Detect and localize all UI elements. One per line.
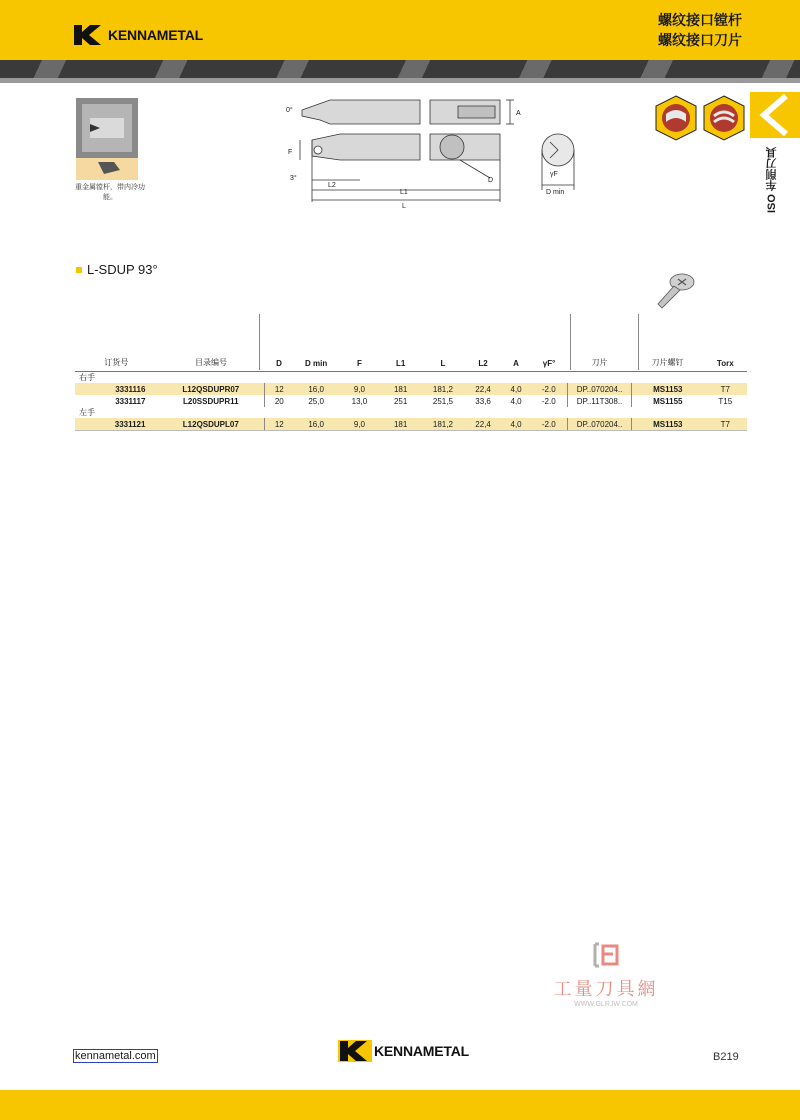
kennametal-k-icon — [338, 1040, 372, 1062]
watermark-text: 工量刀具網 — [553, 979, 659, 1000]
cell-d-min: 16,0 — [293, 383, 338, 395]
col-torx: Torx — [704, 314, 747, 372]
cell-f: 13,0 — [351, 396, 368, 406]
title-line-2: 螺纹接口刀片 — [658, 32, 742, 48]
cell-torx: T15 — [718, 396, 733, 406]
cell-catalog-no: L12QSDUPL07 — [157, 418, 264, 431]
col-gamma-f: γF° — [530, 314, 567, 372]
kennametal-k-icon — [72, 24, 106, 46]
cell-l: 251,5 — [432, 396, 453, 406]
page-header — [0, 0, 800, 60]
col-d: D — [265, 314, 294, 372]
spec-table — [75, 314, 747, 431]
cell-d: 20 — [265, 395, 294, 407]
dim-d-min: D min — [546, 189, 565, 196]
dim-angle-0: 0° — [286, 107, 293, 114]
kennametal-logo — [72, 24, 203, 46]
yellow-square-icon — [76, 267, 82, 273]
title-line-1: 螺纹接口镗杆 — [658, 12, 742, 28]
dim-l: L — [402, 203, 406, 210]
cell-d-min: 25,0 — [308, 396, 324, 406]
cell-l1: 251 — [393, 396, 408, 406]
col-a: A — [502, 314, 531, 372]
cell-insert-screw: MS1153 — [631, 383, 703, 395]
screw-icon — [650, 270, 696, 310]
group-label-left-hand: 左手 — [79, 408, 95, 417]
cell-f: 9,0 — [339, 418, 380, 431]
watermark — [536, 940, 676, 1008]
dim-a: A — [516, 110, 521, 117]
cell-l: 181,2 — [421, 383, 464, 395]
dim-l2: L2 — [328, 182, 336, 189]
cell-gamma-f: -2.0 — [541, 396, 556, 406]
cell-torx: T7 — [704, 383, 747, 395]
cell-l: 181,2 — [421, 418, 464, 431]
cell-l1: 181 — [380, 383, 421, 395]
cell-order-no: 3331117 — [115, 396, 146, 406]
page-number: B219 — [713, 1051, 739, 1063]
footer-bar — [0, 1090, 800, 1120]
cell-d: 12 — [265, 418, 294, 431]
watermark-url: WWW.GLRJW.COM — [574, 1001, 638, 1008]
cell-gamma-f: -2.0 — [530, 418, 567, 431]
insert-type-icons — [652, 94, 748, 142]
group-label-row — [75, 372, 747, 384]
cell-l2: 22,4 — [465, 383, 502, 395]
section-title-text: L-SDUP 93° — [87, 262, 158, 277]
dim-f: F — [288, 149, 293, 156]
dim-d: D — [488, 177, 494, 184]
section-heading — [76, 262, 158, 277]
brand-name: KENNAMETAL — [108, 27, 203, 43]
cell-insert-screw: MS1155 — [631, 395, 703, 407]
header-stripe-thin — [0, 78, 800, 83]
col-catalog-no: 目录编号 — [157, 314, 264, 372]
group-label-right-hand: 右手 — [79, 373, 95, 382]
col-l2: L2 — [465, 314, 502, 372]
col-l1: L1 — [380, 314, 421, 372]
cell-insert-screw: MS1153 — [631, 418, 703, 431]
col-d-min: D min — [293, 314, 338, 372]
cell-d-min: 16,0 — [293, 418, 338, 431]
boring-bar-photo — [76, 98, 138, 180]
footer-kennametal-logo — [338, 1040, 469, 1062]
col-insert: 刀片 — [568, 314, 632, 372]
cell-d: 12 — [265, 383, 294, 395]
kennametal-website-link[interactable]: kennametal.com — [75, 1050, 156, 1062]
cell-torx: T7 — [704, 418, 747, 431]
cell-insert: DP..070204.. — [568, 383, 632, 395]
cell-a: 4,0 — [510, 396, 522, 406]
cell-insert: DP..070204.. — [568, 418, 632, 431]
section-tab-chevron — [750, 92, 800, 138]
footer-brand-name: KENNAMETAL — [374, 1043, 469, 1059]
page-title — [658, 10, 742, 50]
watermark-logo-icon — [591, 940, 621, 970]
col-l: L — [421, 314, 464, 372]
boring-bar-drawing — [280, 90, 580, 220]
table-row — [75, 395, 747, 407]
cell-order-no: 3331121 — [75, 418, 157, 431]
cell-insert: DP..11T308.. — [568, 395, 632, 407]
cell-a: 4,0 — [502, 383, 531, 395]
dim-l1: L1 — [400, 189, 408, 196]
sidebar-section-label: ISO 车削刀具 — [766, 147, 778, 214]
group-label-row — [75, 407, 747, 418]
cell-catalog-no: L12QSDUPR07 — [157, 383, 264, 395]
table-row — [75, 383, 747, 395]
cell-l1: 181 — [380, 418, 421, 431]
header-stripe — [0, 60, 800, 78]
col-f: F — [339, 314, 380, 372]
table-row — [75, 418, 747, 431]
col-insert-screw: 刀片螺钉 — [631, 314, 703, 372]
cell-l2: 22,4 — [465, 418, 502, 431]
cell-catalog-no: L20SSDUPR11 — [183, 396, 239, 406]
table-header-row — [75, 314, 747, 372]
cell-l2: 33,6 — [475, 396, 491, 406]
cell-order-no: 3331116 — [75, 383, 157, 395]
photo-caption: 重金属镗杆，带内冷功能。 — [75, 184, 145, 201]
cell-a: 4,0 — [502, 418, 531, 431]
cell-gamma-f: -2.0 — [530, 383, 567, 395]
cell-f: 9,0 — [339, 383, 380, 395]
dim-angle-3: 3° — [290, 175, 297, 182]
dim-gamma-f: γF — [550, 171, 558, 178]
col-order-no: 订货号 — [75, 314, 157, 372]
